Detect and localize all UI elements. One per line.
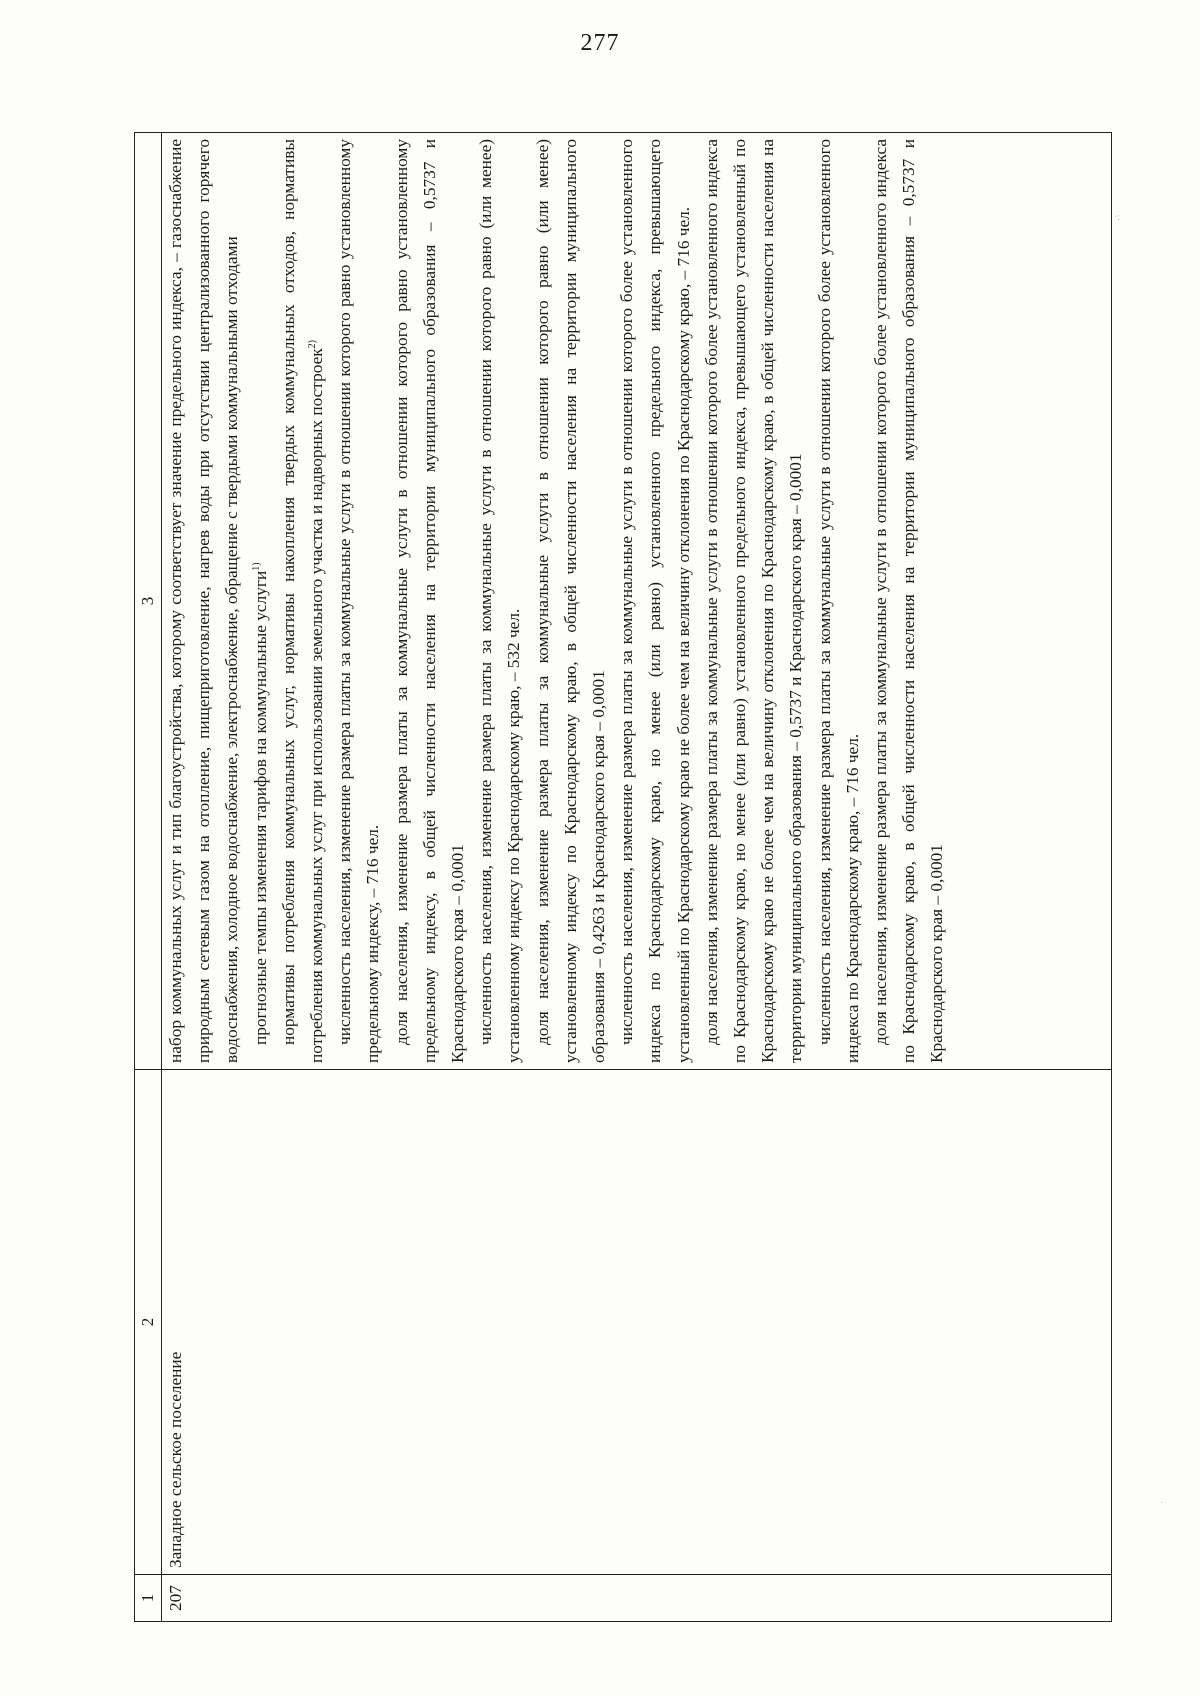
header-col-1: 1 xyxy=(135,1575,162,1622)
footnote-marker: 1) xyxy=(250,562,262,571)
description-paragraph xyxy=(472,139,528,1063)
description-paragraph xyxy=(613,139,698,1063)
paragraph-text: численность населения, изменение размера платы за коммунальные услуги в отношении которого равно установленному предельному индексу, – 716 чел. xyxy=(335,139,383,1063)
header-col-3: 3 xyxy=(135,133,162,1070)
description-paragraph xyxy=(529,139,614,1063)
description-paragraph xyxy=(811,139,867,1063)
paragraph-text: численность населения, изменение размера платы за коммунальные услуги в отношении которого более установленного индекса по Краснодарскому краю, но менее (или равно) установленного предельного индекса, превышающего установленный по Краснодарскому краю не более чем на величину отклонения по Краснодарскому краю, – 716 чел. xyxy=(617,139,693,1063)
table-row xyxy=(162,133,1112,1622)
paragraph-text: доля населения, изменение размера платы за коммунальные услуги в отношении которого более установленного индекса по Краснодарскому краю, но менее (или равно) установленного предельного индекса, превышающего установленный по Краснодарскому краю не более чем на величину отклонения по Краснодарскому краю, в общей численности населения на территории муниципального образования – 0,5737 и Краснодарского края – 0,0001 xyxy=(701,139,806,1063)
paragraph-text: численность населения, изменение размера платы за коммунальные услуги в отношении которого равно (или менее) установленному индексу по Краснодарскому краю, – 532 чел. xyxy=(476,139,524,1063)
rotated-table-container xyxy=(134,132,1112,1622)
paragraph-text: нормативы потребления коммунальных услуг, нормативы накопления твердых коммунальных отходов, нормативы потребления коммунальных услуг при использовании земельного участка и надворных построек xyxy=(278,139,327,1063)
header-col-2: 2 xyxy=(135,1070,162,1575)
paragraph-text: доля населения, изменение размера платы за коммунальные услуги в отношении которого равно установленному предельному индексу, в общей численности населения на территории муниципального образования – 0,5737 и Краснодарского края – 0,0001 xyxy=(391,139,468,1063)
paragraph-text: численность населения, изменение размера платы за коммунальные услуги в отношении которого более установленного индекса по Краснодарскому краю, – 716 чел. xyxy=(814,139,862,1063)
table-header-row xyxy=(135,133,162,1622)
description-paragraph xyxy=(867,139,952,1063)
paragraph-text: доля населения, изменение размера платы за коммунальные услуги в отношении которого более установленного индекса по Краснодарскому краю, в общей численности населения на территории муниципального образования – 0,5737 и Краснодарского края – 0,0001 xyxy=(871,139,947,1063)
description-paragraph xyxy=(698,139,811,1063)
scan-speck: · xyxy=(1160,1498,1164,1509)
description-paragraph xyxy=(247,139,275,1063)
scan-speck: ·: xyxy=(1114,212,1121,223)
paragraph-text: набор коммунальных услуг и тип благоустройства, которому соответствует значение предельного индекса, – газоснабжение природным сетевым газом на отопление, пищеприготовление, нагрев воды при отсутствии централизованного горячего водоснабжения, холодное водоснабжение, электроснабжение, обращение с твердыми коммунальными отходами xyxy=(166,139,242,1063)
settlement-table xyxy=(134,132,1112,1622)
description-paragraph xyxy=(388,139,473,1063)
description-paragraph xyxy=(331,139,387,1063)
page-number: 277 xyxy=(580,30,620,56)
footnote-marker: 2) xyxy=(307,340,319,349)
description-paragraph xyxy=(275,139,331,1063)
settlement-name: Западное сельское поселение xyxy=(162,1070,1112,1575)
paragraph-text: прогнозные темпы изменения тарифов на коммунальные услуги xyxy=(250,570,270,1045)
description-paragraph xyxy=(162,139,247,1063)
row-number: 207 xyxy=(162,1575,1112,1622)
paragraph-text: доля населения, изменение размера платы за коммунальные услуги в отношении которого равно (или менее) установленному индексу по Краснодарскому краю, в общей численности населения на территории муниципального образования – 0,4263 и Краснодарского края – 0,0001 xyxy=(532,139,609,1063)
description-cell xyxy=(162,133,1112,1070)
